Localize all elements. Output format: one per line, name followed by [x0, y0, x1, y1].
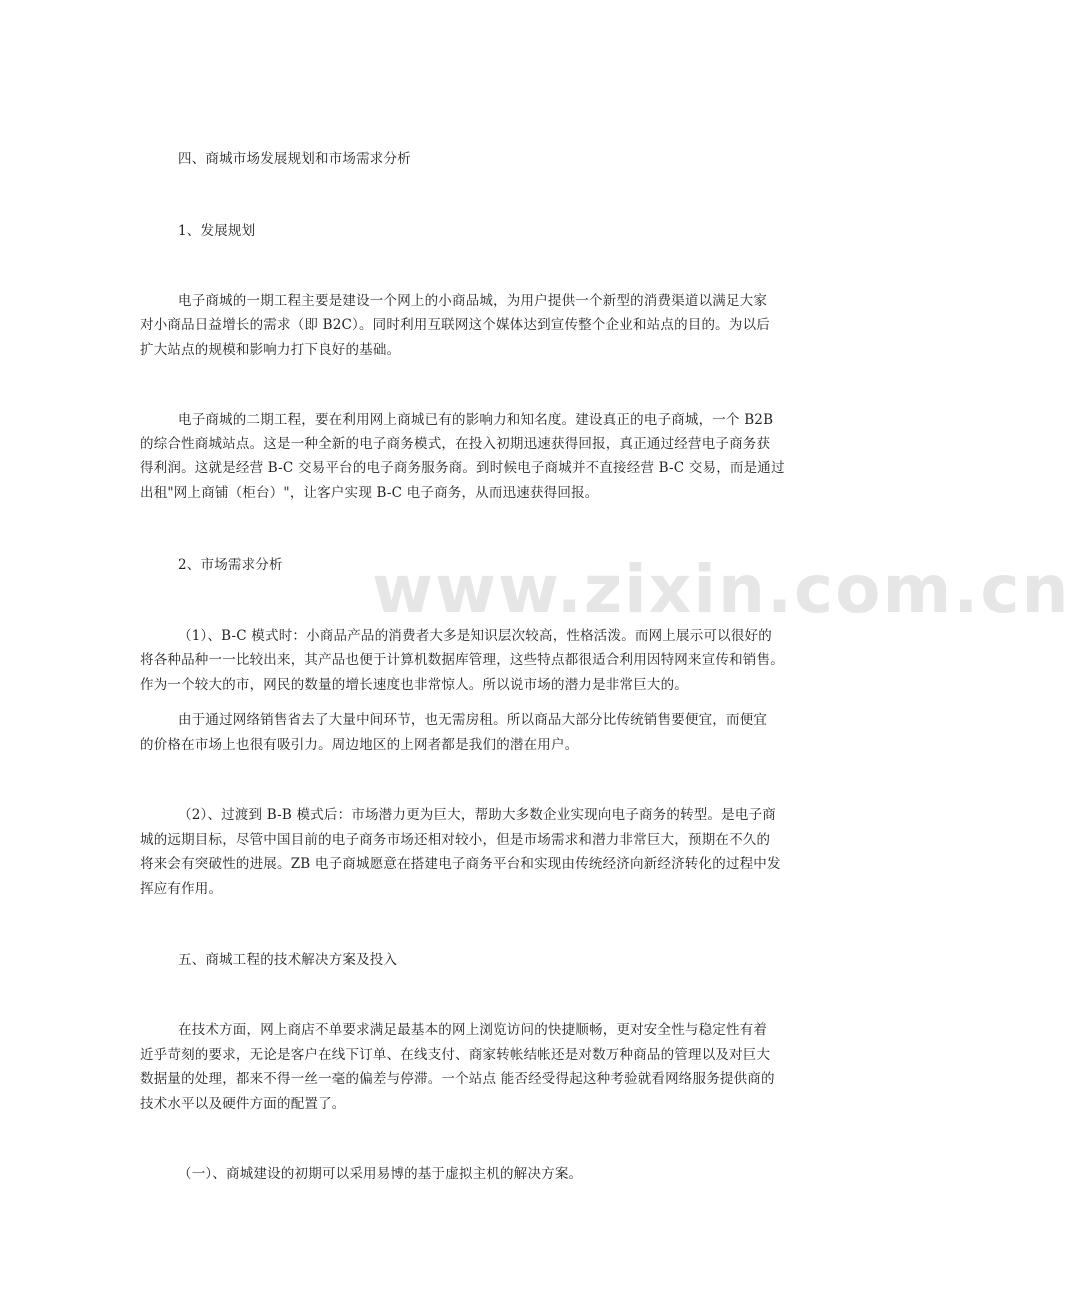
paragraph-3-line-2: 将各种品种一一比较出来，其产品也便于计算机数据库管理，这些特点都很适合利用因特网来宣传和销售。 [140, 652, 784, 668]
paragraph-3-line-1: （1）、B-C 模式时：小商品产品的消费者大多是知识层次较高，性格活泼。而网上展示可以很好的 [178, 628, 772, 644]
subsection-heading-market-demand: 2、市场需求分析 [178, 557, 283, 573]
paragraph-3-line-3: 作为一个较大的市，网民的数量的增长速度也非常惊人。所以说市场的潜力是非常巨大的。 [140, 677, 688, 693]
paragraph-5-line-3: 将来会有突破性的进展。ZB 电子商城愿意在搭建电子商务平台和实现由传统经济向新经济转化的过程中发 [140, 856, 781, 872]
section-heading-5: 五、商城工程的技术解决方案及投入 [178, 952, 398, 968]
paragraph-5-line-2: 城的远期目标，尽管中国目前的电子商务市场还相对较小，但是市场需求和潜力非常巨大，预期在不久的 [140, 832, 771, 848]
watermark: www.zixin.com.cn [372, 551, 1070, 628]
paragraph-4-line-2: 的价格在市场上也很有吸引力。周边地区的上网者都是我们的潜在用户。 [140, 737, 579, 753]
paragraph-4-line-1: 由于通过网络销售省去了大量中间环节，也无需房租。所以商品大部分比传统销售要便宜，而便宜 [178, 712, 768, 728]
paragraph-6-line-4: 技术水平以及硬件方面的配置了。 [140, 1096, 346, 1112]
paragraph-6-line-2: 近乎苛刻的要求，无论是客户在线下订单、在线支付、商家转帐结帐还是对数万种商品的管理以及对巨大 [140, 1047, 771, 1063]
subsection-heading-initial-solution: （一）、商城建设的初期可以采用易博的基于虚拟主机的解决方案。 [178, 1166, 583, 1182]
section-heading-4: 四、商城市场发展规划和市场需求分析 [178, 151, 411, 167]
paragraph-1-line-3: 扩大站点的规模和影响力打下良好的基础。 [140, 342, 401, 358]
paragraph-1-line-2: 对小商品日益增长的需求（即 B2C）。同时利用互联网这个媒体达到宣传整个企业和站点的目的。为以后 [140, 317, 770, 333]
paragraph-6-line-3: 数据量的处理，都来不得一丝一毫的偏差与停滞。一个站点 能否经受得起这种考验就看网络服务提供商的 [140, 1071, 775, 1087]
paragraph-1-line-1: 电子商城的一期工程主要是建设一个网上的小商品城，为用户提供一个新型的消费渠道以满足大家 [178, 293, 768, 309]
paragraph-2-line-4: 出租"网上商铺（柜台）"，让客户实现 B-C 电子商务，从而迅速获得回报。 [140, 485, 599, 501]
paragraph-5-line-1: （2）、过渡到 B-B 模式后：市场潜力更为巨大，帮助大多数企业实现向电子商务的转型。是电子商 [178, 807, 776, 823]
paragraph-6-line-1: 在技术方面，网上商店不单要求满足最基本的网上浏览访问的快捷顺畅，更对安全性与稳定性有着 [178, 1022, 768, 1038]
paragraph-2-line-1: 电子商城的二期工程，要在利用网上商城已有的影响力和知名度。建设真正的电子商城，一个 B2B [178, 412, 774, 428]
paragraph-2-line-3: 得利润。这就是经营 B-C 交易平台的电子商务服务商。到时候电子商城并不直接经营 B-C 交易，而是通过 [140, 460, 785, 476]
subsection-heading-development-plan: 1、发展规划 [178, 223, 256, 239]
paragraph-2-line-2: 的综合性商城站点。这是一种全新的电子商务模式，在投入初期迅速获得回报，真正通过经营电子商务获 [140, 436, 771, 452]
paragraph-5-line-4: 挥应有作用。 [140, 881, 223, 897]
